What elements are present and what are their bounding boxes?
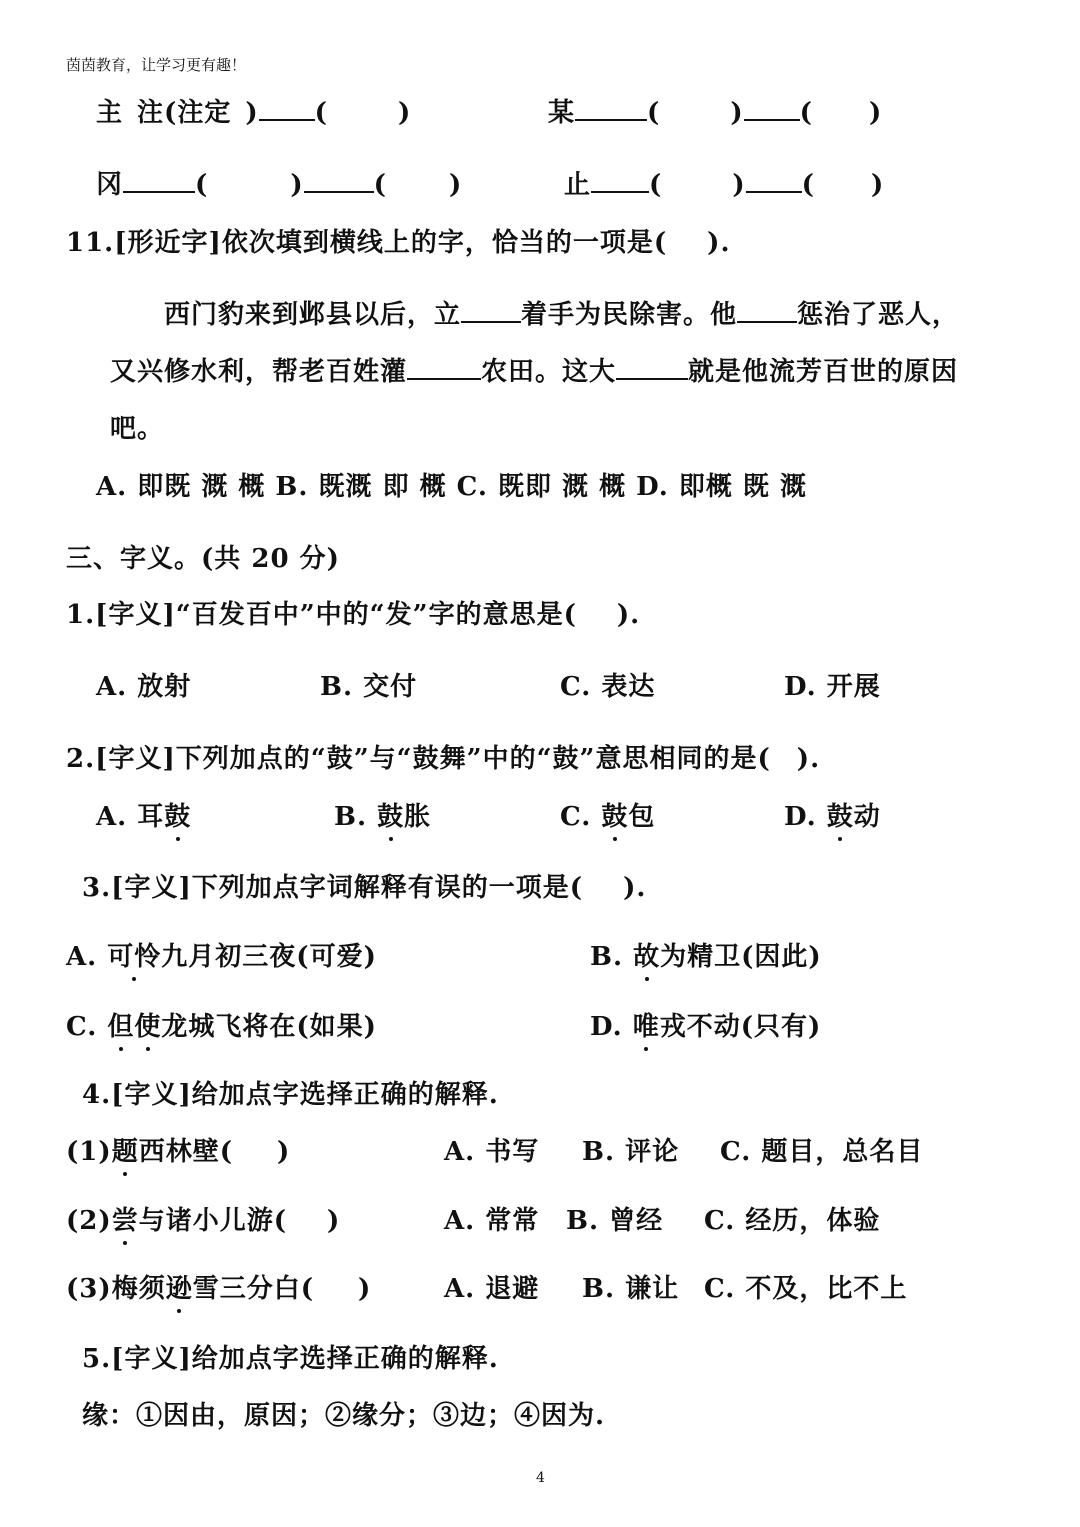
q10-char: 主 [96,98,124,128]
answer-blank[interactable] [746,165,802,193]
q4-item1-option-c: C. 题目，总名目 [720,1137,924,1167]
q1-option-b: B. 交付 [320,672,418,702]
q10-row1-left: 主 注(注定 ) ( ) [96,92,411,129]
q4-title: 4.[字义]给加点字选择正确的解释. [82,1080,499,1110]
q4-item3-option-b: B. 谦让 [582,1274,680,1304]
q3-option-b: B. 故为精卫(因此) [590,936,822,973]
q4-item3-option-c: C. 不及，比不上 [704,1274,908,1304]
page-number: 4 [536,1470,545,1486]
q1-option-a: A. 放射 [96,672,192,702]
answer-blank[interactable] [123,165,195,193]
q2-option-b: B. 鼓胀 [334,796,431,833]
q5-definitions: 缘：①因由，原因；②缘分；③边；④因为. [82,1401,606,1431]
q3-option-a: A. 可怜九月初三夜(可爱) [66,936,377,973]
q3-option-c: C. 但使龙城飞将在(如果) [66,1006,377,1043]
q4-item2-option-b: B. 曾经 [566,1206,664,1236]
answer-blank[interactable] [744,93,800,121]
q4-item2: (2)尝与诸小儿游( ) [66,1200,340,1237]
q2-option-c: C. 鼓包 [560,796,655,833]
q5-title: 5.[字义]给加点字选择正确的解释. [82,1344,499,1374]
q3-title: 3.[字义]下列加点字词解释有误的一项是( ). [82,873,647,903]
q2-option-d: D. 鼓动 [784,796,881,833]
answer-blank[interactable] [259,93,315,121]
q3-option-d: D. 唯戎不动(只有) [590,1006,821,1043]
q1-title: 1.[字义]“百发百中”中的“发”字的意思是( ). [66,600,641,630]
q4-item1-option-a: A. 书写 [444,1137,540,1167]
q4-item3: (3)梅须逊雪三分白( ) [66,1268,371,1305]
answer-blank[interactable] [407,352,481,380]
q10-char: 冈 [96,170,124,200]
q2-title: 2.[字义]下列加点的“鼓”与“鼓舞”中的“鼓”意思相同的是( ). [66,744,821,774]
q4-item2-option-a: A. 常常 [444,1206,540,1236]
q10-row2-right: 止 ( ) ( ) [564,164,884,201]
q11-title: 11.[形近字]依次填到横线上的字，恰当的一项是( ). [66,228,731,258]
q4-item1-option-b: B. 评论 [582,1137,680,1167]
answer-blank[interactable] [616,352,688,380]
q10-char: 某 [548,98,576,128]
q1-option-c: C. 表达 [560,672,656,702]
answer-blank[interactable] [737,295,797,323]
q4-item1: (1)题西林壁( ) [66,1131,290,1168]
answer-blank[interactable] [575,93,647,121]
answer-blank[interactable] [591,165,649,193]
q10-char: 止 [564,170,592,200]
q11-passage-line1: 西门豹来到邺县以后，立 着手为民除害。他 惩治了恶人， [164,294,959,331]
q2-option-a: A. 耳鼓 [96,796,191,833]
section-title: 三、字义。(共 20 分) [66,544,340,574]
answer-blank[interactable] [461,295,521,323]
q10-row1-right: 某 ( ) ( ) [548,92,882,129]
q11-passage-line2: 又兴修水利，帮老百姓灌 农田。这大 就是他流芳百世的原因 [110,351,958,388]
q10-row2-left: 冈 ( ) ( ) [96,164,462,201]
answer-blank[interactable] [304,165,374,193]
q11-options: A. 即既 溉 概 B. 既溉 即 概 C. 既即 溉 概 D. 即概 既 溉 [96,472,807,502]
q4-item3-option-a: A. 退避 [444,1274,540,1304]
q10-word: 注(注定 [137,98,232,128]
q4-item2-option-c: C. 经历，体验 [704,1206,881,1236]
q11-passage-line3: 吧。 [110,414,165,444]
header-brand: 茵茵教育，让学习更有趣！ [66,56,247,74]
q1-option-d: D. 开展 [784,672,881,702]
